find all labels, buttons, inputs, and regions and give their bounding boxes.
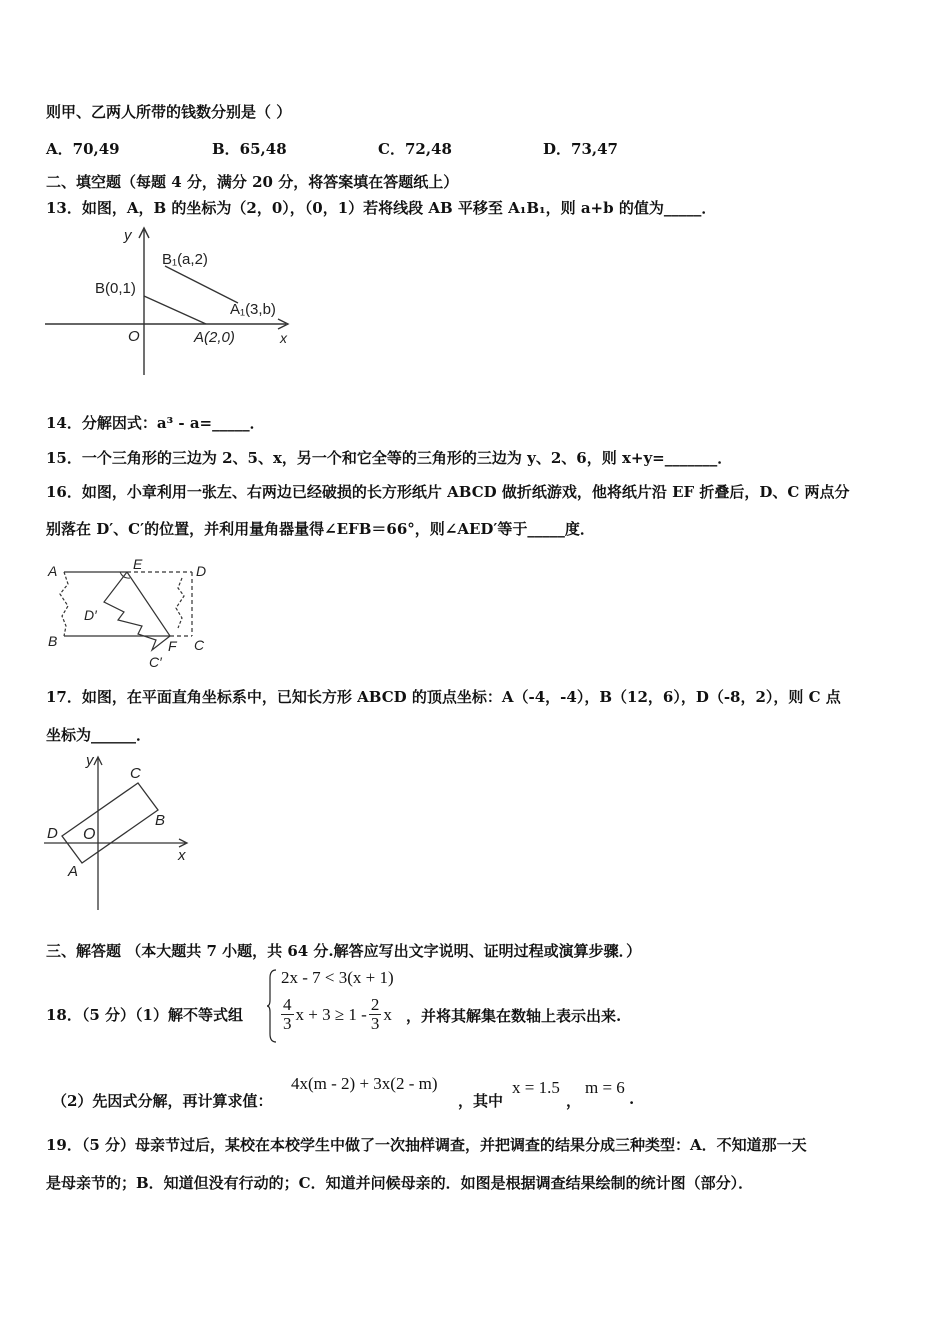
- frac-numerator: 4: [283, 995, 292, 1014]
- q18-part2-x: x = 1.5: [512, 1078, 560, 1097]
- q16-label-f: F: [168, 638, 177, 654]
- q12-option-c: C．72,48: [378, 140, 452, 158]
- q16-label-dp: D′: [84, 607, 97, 623]
- q17-label-c: C: [130, 765, 141, 782]
- q17-label-b: B: [155, 812, 166, 829]
- q17-line1: 17．如图，在平面直角坐标系中，已知长方形 ABCD 的顶点坐标：A（-4，-4），B（12，6），D（-8，2），则 C 点: [46, 688, 841, 706]
- section2-title: 二、填空题（每题 4 分，满分 20 分，将答案填在答题纸上）: [46, 173, 459, 191]
- q18-part2-end: .: [629, 1090, 635, 1108]
- fraction-two-thirds: [369, 996, 382, 1033]
- q18-part2-expr: 4x(m - 2) + 3x(2 - m): [291, 1074, 438, 1093]
- q17-label-x: x: [178, 847, 186, 864]
- q13-point-a1: A₁(3,b): [230, 301, 276, 318]
- q17-label-a: A: [68, 863, 79, 880]
- frac-denominator: 3: [370, 1014, 380, 1033]
- q16-label-d: D: [196, 563, 207, 579]
- q19-line1: 19．（5 分）母亲节过后，某校在本校学生中做了一次抽样调查，并把调查的结果分成三种类型：A．不知道那一天: [46, 1136, 807, 1154]
- q13-point-b1: B₁(a,2): [162, 251, 208, 268]
- q18-part2-m: m = 6: [585, 1078, 625, 1097]
- q17-line2: 坐标为______．: [46, 726, 152, 744]
- q17-label-o: O: [83, 826, 96, 843]
- q18-part2-sep: ，: [566, 1092, 582, 1110]
- q16-label-b: B: [48, 633, 58, 649]
- q13-y-label: y: [124, 227, 132, 244]
- q17-label-d: D: [47, 825, 58, 842]
- rectangle-abcd: [62, 783, 158, 863]
- segment-a1b1: [165, 266, 238, 303]
- segment-ab: [144, 296, 206, 324]
- q18-label: 18．（5 分）（1）解不等式组: [46, 1006, 243, 1024]
- q13-x-label: x: [280, 330, 287, 346]
- frac-denominator: 3: [283, 1014, 292, 1033]
- q17-label-y: y: [86, 752, 94, 769]
- q18-part2-where: ，其中: [458, 1092, 504, 1110]
- q12-option-d: D．73,47: [543, 140, 618, 158]
- q16-label-cp: C′: [149, 654, 162, 670]
- q18-inequality-2: [279, 996, 392, 1033]
- inequality-end: x: [383, 1004, 392, 1024]
- q13-text: 13．如图，A，B 的坐标为（2，0），（0，1）若将线段 AB 平移至 A₁B₁，则 a+b 的值为_____．: [46, 199, 717, 217]
- q12-tail: 则甲、乙两人所带的钱数分别是（ ）: [46, 103, 292, 121]
- q18-inequality-1: 2x - 7 < 3(x + 1): [281, 968, 394, 987]
- q13-figure: [40, 222, 300, 382]
- q15-text: 15．一个三角形的三边为 2、5、x，另一个和它全等的三角形的三边为 y、2、6，则 x+y=_______．: [46, 449, 733, 467]
- q18-after: ，并将其解集在数轴上表示出来.: [406, 1007, 622, 1025]
- q12-option-b: B．65,48: [212, 140, 287, 158]
- q16-line1: 16．如图，小章利用一张左、右两边已经破损的长方形纸片 ABCD 做折纸游戏，他将纸片沿 EF 折叠后，D、C 两点分: [46, 483, 850, 501]
- q14-text: 14．分解因式：a³ - a=_____．: [46, 414, 265, 432]
- q16-label-c: C: [194, 637, 205, 653]
- fraction-four-thirds: [281, 996, 294, 1033]
- q13-point-a: A(2,0): [194, 329, 235, 346]
- q18-part2-label: （2）先因式分解，再计算求值：: [52, 1092, 273, 1110]
- q16-line2: 别落在 D′、C′的位置，并利用量角器量得∠EFB＝66°，则∠AED′等于_____度．: [46, 520, 595, 538]
- q13-origin: O: [128, 328, 140, 345]
- section3-title: 三、解答题 （本大题共 7 小题，共 64 分.解答应写出文字说明、证明过程或演算步骤．）: [46, 942, 642, 960]
- q19-line2: 是母亲节的；B．知道但没有行动的；C．知道并问候母亲的．如图是根据调查结果绘制的统计图（部分）．: [46, 1174, 754, 1192]
- frac-numerator: 2: [370, 995, 380, 1014]
- q13-point-b: B(0,1): [95, 280, 136, 297]
- q16-label-e: E: [133, 556, 143, 572]
- q17-figure: [40, 750, 200, 915]
- inequality-brace: [266, 968, 278, 1044]
- q12-option-a: A．70,49: [46, 140, 120, 158]
- q16-label-a: A: [48, 563, 58, 579]
- inequality-middle: x + 3 ≥ 1 -: [295, 1004, 367, 1024]
- q16-figure: [44, 554, 224, 674]
